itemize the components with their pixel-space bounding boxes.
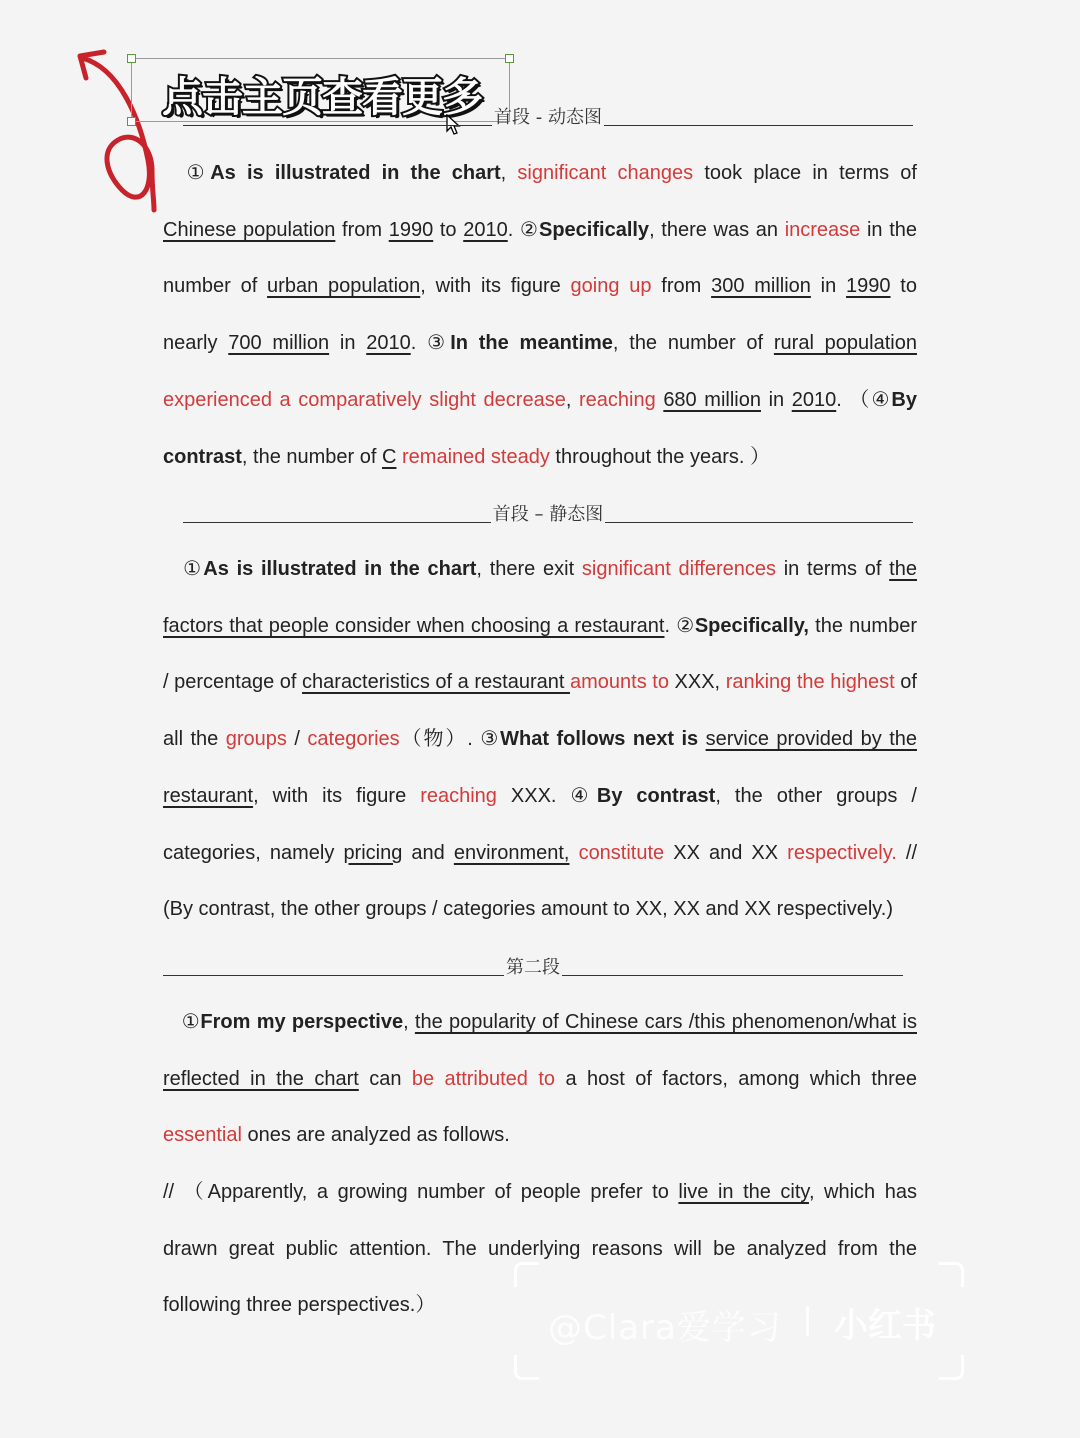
divider-label: 首段 - 动态图 — [494, 107, 602, 128]
divider-label: 第二段 — [506, 957, 560, 978]
banner-title: 点击主页查看更多 — [162, 73, 482, 121]
paragraph-alternative: // （Apparently, a growing number of people prefer to live in the city, which has drawn great public attention. The underlying reasons will be analyzed from the following three perspectives.） — [163, 1181, 917, 1317]
paragraph-dynamic-intro: ①As is illustrated in the chart, significant changes took place in terms of Chinese population from 1990 to 2010. ②Specifically, there was an increase in the number of urban population, with its figure going up from 300 million in 1990 to nearly 700 million in 2010. ③In the meantime, the number of rural population experienced a comparatively slight decrease, reaching 680 million in 2010. （④By contrast, the number of C remained steady throughout the years. ） — [163, 162, 917, 468]
watermark — [514, 1262, 964, 1380]
section-divider — [183, 500, 913, 526]
resize-handle[interactable] — [127, 54, 136, 63]
section-divider — [163, 953, 903, 979]
section-divider — [183, 103, 913, 129]
paragraph-static-intro: ①As is illustrated in the chart, there exit significant differences in terms of the factors that people consider when choosing a restaurant. ②Specifically, the number / percentage of characteristics of a restaurant amounts to XXX, ranking the highest of all the groups / categories（物）. ③What follows next is service provided by the restaurant, with its figure reaching XXX. ④By contrast, the other groups / categories, namely pricing and environment, constitute XX and XX respectively. // (By contrast, the other groups / categories amount to XX, XX and XX respectively.) — [163, 558, 918, 921]
paragraph-second-intro: ①From my perspective, the popularity of Chinese cars /this phenomenon/what is reflected in the chart can be attributed to a host of factors, among which three essential ones are analyzed as follows. — [163, 1011, 917, 1147]
divider-label: 首段 – 静态图 — [492, 504, 604, 525]
resize-handle[interactable] — [505, 54, 514, 63]
watermark-brand: 小红书 — [834, 1306, 936, 1346]
resize-handle[interactable] — [127, 117, 136, 126]
watermark-user: @Clara爱学习 — [548, 1308, 782, 1348]
